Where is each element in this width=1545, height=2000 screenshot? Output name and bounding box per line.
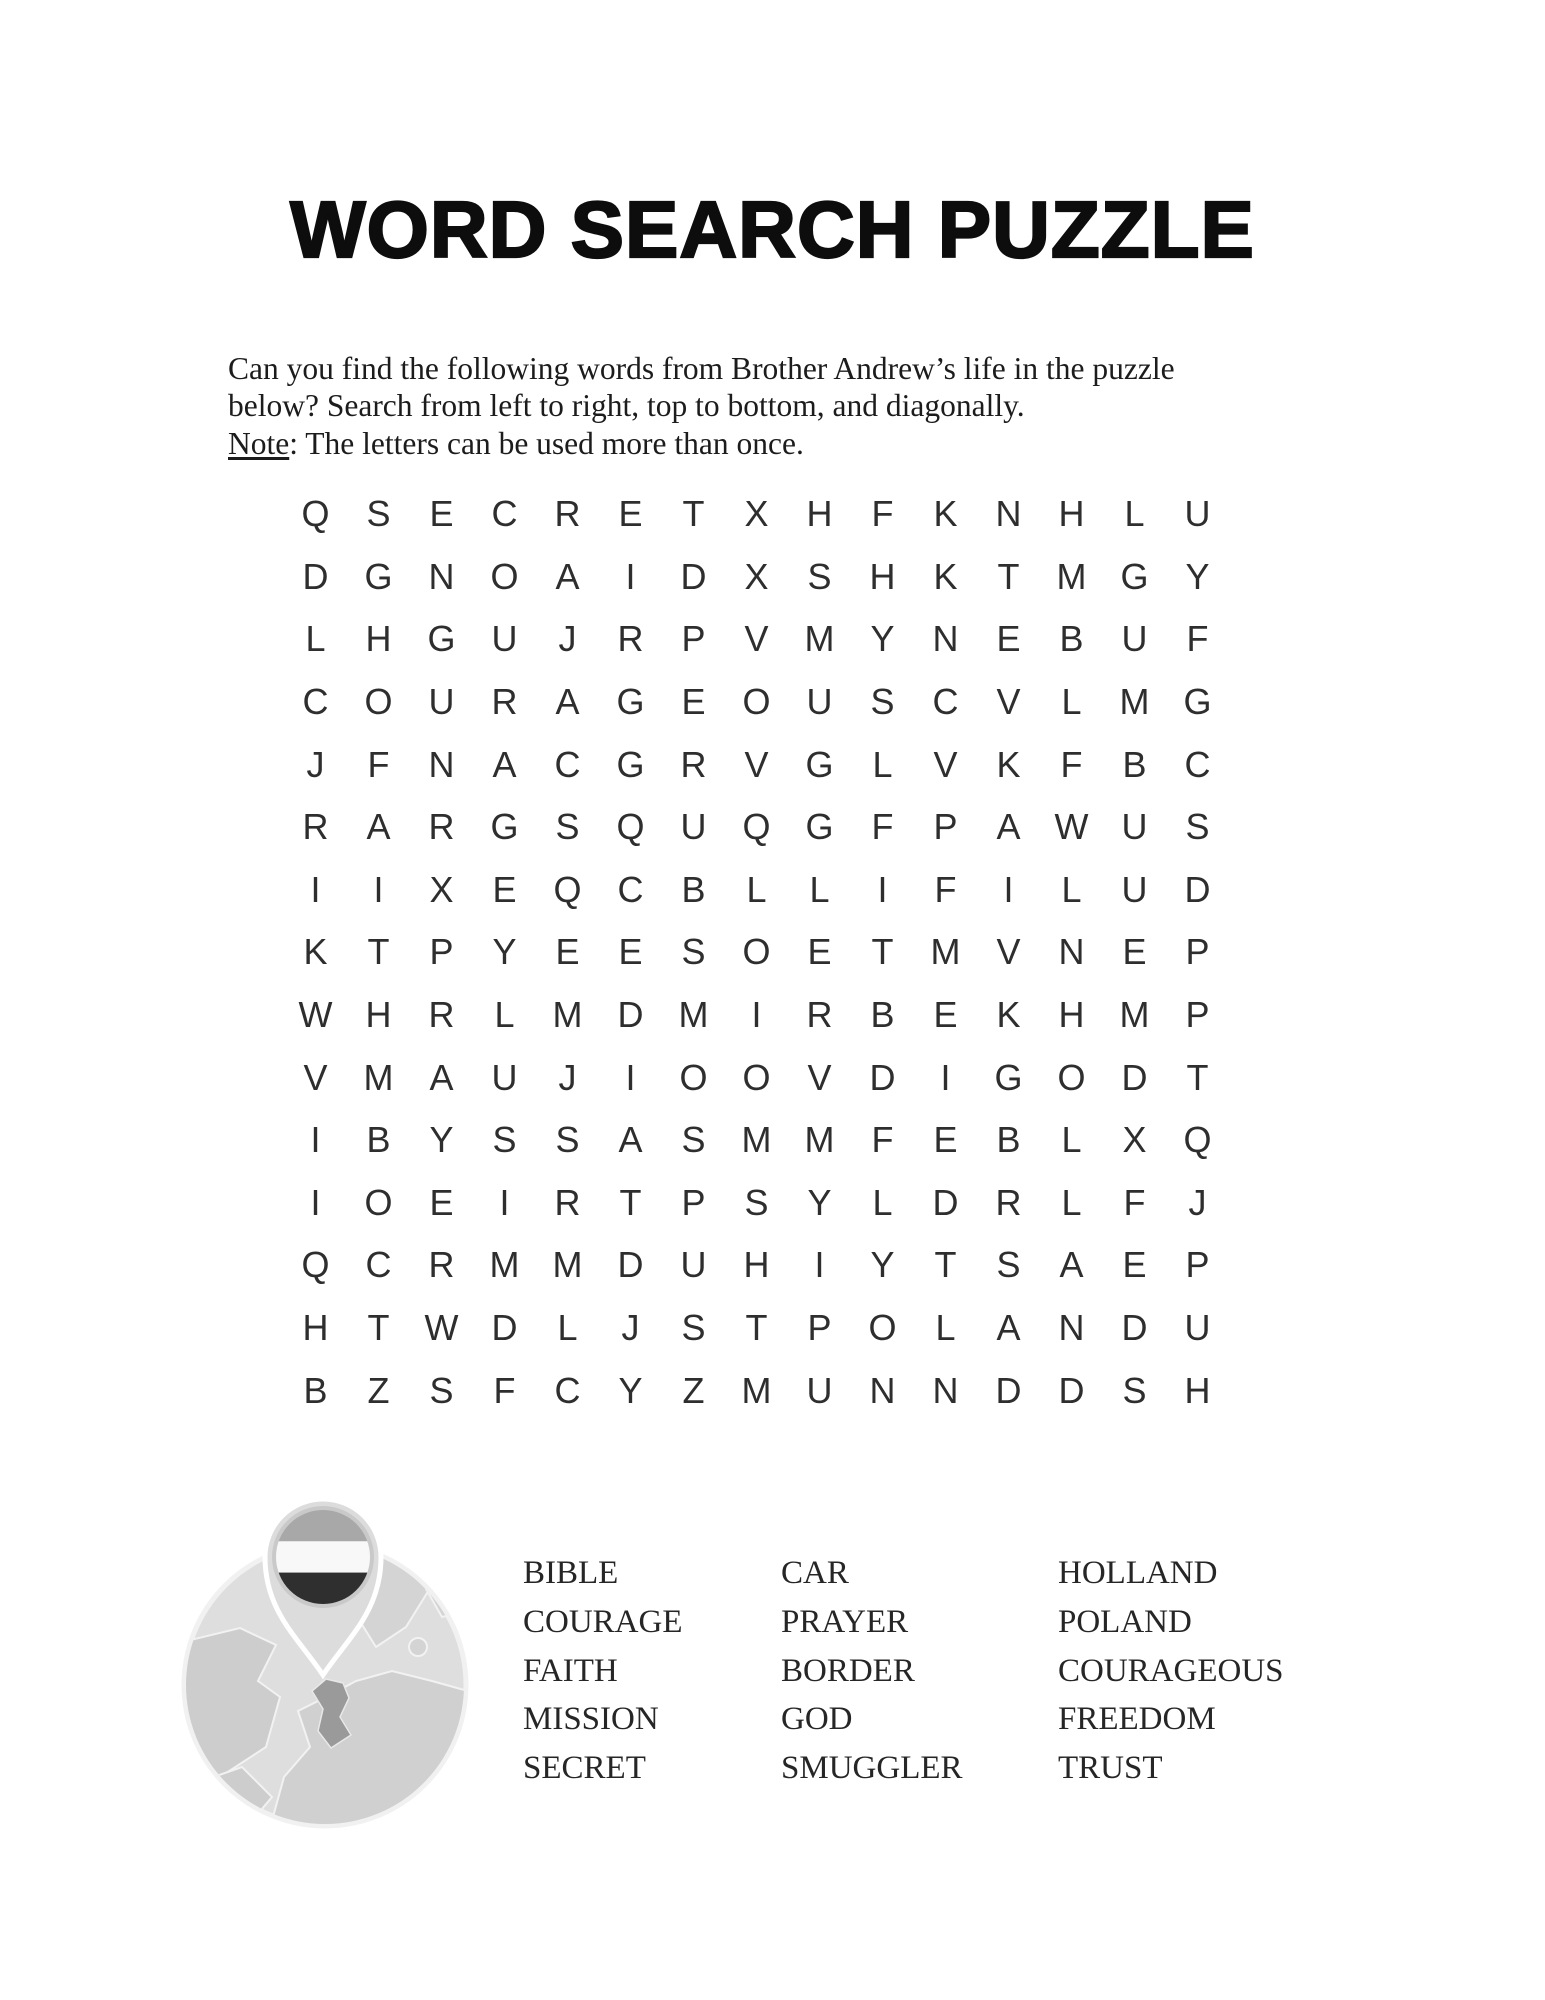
grid-cell: I bbox=[625, 1056, 636, 1098]
grid-cell: L bbox=[872, 743, 893, 785]
grid-cell: L bbox=[746, 868, 767, 910]
grid-cell: T bbox=[367, 1307, 390, 1349]
grid-cell: E bbox=[618, 931, 643, 973]
grid-cell: L bbox=[809, 868, 830, 910]
grid-cell: A bbox=[996, 806, 1021, 848]
grid-cell: U bbox=[806, 681, 833, 723]
grid-cell: I bbox=[499, 1181, 510, 1223]
grid-cell: S bbox=[807, 555, 832, 597]
grid-cell: T bbox=[367, 931, 390, 973]
grid-cell: Y bbox=[1185, 555, 1210, 597]
grid-cell: O bbox=[742, 681, 771, 723]
word-list-item: MISSION bbox=[523, 1701, 659, 1738]
grid-cell: S bbox=[555, 1119, 580, 1161]
word-list-item: SMUGGLER bbox=[781, 1750, 963, 1787]
grid-cell: Z bbox=[367, 1369, 390, 1411]
grid-cell: M bbox=[804, 1119, 835, 1161]
grid-cell: S bbox=[681, 931, 706, 973]
grid-cell: U bbox=[680, 1244, 707, 1286]
grid-cell: G bbox=[616, 681, 645, 723]
grid-cell: U bbox=[428, 681, 455, 723]
grid-cell: D bbox=[1121, 1056, 1148, 1098]
grid-cell: C bbox=[491, 493, 518, 535]
grid-cell: K bbox=[933, 493, 958, 535]
grid-cell: F bbox=[1123, 1181, 1146, 1223]
grid-cell: M bbox=[1056, 555, 1087, 597]
grid-cell: E bbox=[996, 618, 1021, 660]
grid-cell: Q bbox=[301, 493, 330, 535]
grid-cell: E bbox=[555, 931, 580, 973]
grid-cell: I bbox=[373, 868, 384, 910]
grid-cell: G bbox=[616, 743, 645, 785]
grid-cell: G bbox=[427, 618, 456, 660]
grid-cell: J bbox=[621, 1307, 640, 1349]
grid-cell: X bbox=[744, 493, 769, 535]
grid-cell: H bbox=[869, 555, 896, 597]
grid-cell: O bbox=[364, 1181, 393, 1223]
grid-cell: U bbox=[1121, 618, 1148, 660]
grid-cell: A bbox=[429, 1056, 454, 1098]
word-list-item: COURAGEOUS bbox=[1058, 1652, 1284, 1689]
grid-cell: L bbox=[1061, 1181, 1082, 1223]
netherlands-map-pin-icon bbox=[180, 1495, 470, 1830]
grid-cell: D bbox=[491, 1307, 518, 1349]
grid-cell: E bbox=[618, 493, 643, 535]
dutch-flag bbox=[276, 1510, 370, 1604]
grid-cell: P bbox=[681, 618, 706, 660]
word-list-item: BIBLE bbox=[523, 1555, 619, 1591]
grid-cell: V bbox=[807, 1056, 832, 1098]
grid-cell: D bbox=[869, 1056, 896, 1098]
grid-cell: F bbox=[871, 1119, 894, 1161]
grid-cell: U bbox=[1184, 1307, 1211, 1349]
grid-cell: I bbox=[310, 1119, 321, 1161]
grid-cell: L bbox=[1061, 1119, 1082, 1161]
grid-cell: E bbox=[1122, 1244, 1147, 1286]
grid-cell: Z bbox=[682, 1369, 705, 1411]
grid-cell: K bbox=[933, 555, 958, 597]
grid-cell: A bbox=[1059, 1244, 1084, 1286]
grid-cell: S bbox=[366, 493, 391, 535]
grid-cell: I bbox=[310, 1181, 321, 1223]
grid-cell: M bbox=[552, 1244, 583, 1286]
grid-cell: B bbox=[1059, 618, 1084, 660]
grid-cell: S bbox=[1185, 806, 1210, 848]
grid-cell: C bbox=[365, 1244, 392, 1286]
word-list-item: TRUST bbox=[1058, 1750, 1163, 1787]
grid-cell: T bbox=[745, 1307, 768, 1349]
grid-cell: O bbox=[742, 931, 771, 973]
grid-cell: T bbox=[934, 1244, 957, 1286]
grid-cell: Q bbox=[553, 868, 582, 910]
grid-cell: H bbox=[1058, 994, 1085, 1036]
grid-cell: R bbox=[428, 806, 455, 848]
grid-cell: A bbox=[618, 1119, 643, 1161]
grid-cell: G bbox=[1183, 681, 1212, 723]
grid-cell: S bbox=[870, 681, 895, 723]
grid-cell: H bbox=[1058, 493, 1085, 535]
grid-cell: Y bbox=[618, 1369, 643, 1411]
grid-cell: N bbox=[932, 618, 959, 660]
grid-cell: J bbox=[558, 618, 577, 660]
word-list-item: FAITH bbox=[523, 1652, 618, 1689]
grid-cell: F bbox=[493, 1369, 516, 1411]
grid-cell: B bbox=[681, 868, 706, 910]
grid-cell: K bbox=[303, 931, 328, 973]
grid-cell: E bbox=[492, 868, 517, 910]
letter-grid bbox=[284, 483, 1229, 1422]
grid-cell: S bbox=[1122, 1369, 1147, 1411]
grid-cell: I bbox=[625, 555, 636, 597]
grid-cell: S bbox=[492, 1119, 517, 1161]
grid-cell: R bbox=[806, 994, 833, 1036]
word-list-item: POLAND bbox=[1058, 1603, 1192, 1640]
instructions-note-label: Note bbox=[228, 425, 290, 461]
page-title: WORD SEARCH PUZZLE bbox=[290, 184, 1255, 274]
grid-cell: E bbox=[429, 1181, 454, 1223]
grid-cell: I bbox=[310, 868, 321, 910]
grid-cell: T bbox=[871, 931, 894, 973]
grid-cell: D bbox=[1121, 1307, 1148, 1349]
grid-cell: T bbox=[619, 1181, 642, 1223]
grid-cell: V bbox=[996, 931, 1021, 973]
grid-cell: F bbox=[1186, 618, 1209, 660]
grid-cell: H bbox=[302, 1307, 329, 1349]
grid-cell: C bbox=[617, 868, 644, 910]
grid-cell: A bbox=[996, 1307, 1021, 1349]
grid-cell: P bbox=[1185, 1244, 1210, 1286]
grid-cell: O bbox=[742, 1056, 771, 1098]
grid-cell: C bbox=[554, 743, 581, 785]
grid-cell: X bbox=[744, 555, 769, 597]
grid-cell: D bbox=[1058, 1369, 1085, 1411]
grid-cell: C bbox=[1184, 743, 1211, 785]
grid-cell: O bbox=[364, 681, 393, 723]
grid-cell: I bbox=[814, 1244, 825, 1286]
grid-cell: F bbox=[1060, 743, 1083, 785]
word-list-column bbox=[1058, 1549, 1284, 1793]
grid-cell: F bbox=[871, 493, 894, 535]
grid-cell: L bbox=[557, 1307, 578, 1349]
grid-cell: N bbox=[1058, 931, 1085, 973]
grid-cell: R bbox=[428, 994, 455, 1036]
grid-cell: H bbox=[1184, 1369, 1211, 1411]
grid-cell: Q bbox=[742, 806, 771, 848]
grid-cell: I bbox=[877, 868, 888, 910]
grid-cell: A bbox=[555, 555, 580, 597]
grid-cell: H bbox=[806, 493, 833, 535]
grid-cell: N bbox=[428, 743, 455, 785]
grid-cell: M bbox=[1119, 681, 1150, 723]
grid-cell: E bbox=[1122, 931, 1147, 973]
grid-cell: S bbox=[429, 1369, 454, 1411]
grid-cell: U bbox=[1184, 493, 1211, 535]
grid-cell: D bbox=[617, 1244, 644, 1286]
grid-cell: R bbox=[995, 1181, 1022, 1223]
grid-cell: S bbox=[996, 1244, 1021, 1286]
grid-cell: M bbox=[678, 994, 709, 1036]
grid-cell: H bbox=[365, 618, 392, 660]
grid-cell: W bbox=[424, 1307, 459, 1349]
grid-cell: G bbox=[805, 743, 834, 785]
grid-cell: D bbox=[932, 1181, 959, 1223]
word-list-column bbox=[523, 1549, 781, 1793]
grid-cell: U bbox=[1121, 868, 1148, 910]
word-list-item: PRAYER bbox=[781, 1603, 909, 1640]
grid-cell: Y bbox=[807, 1181, 832, 1223]
grid-cell: O bbox=[868, 1307, 897, 1349]
grid-cell: R bbox=[617, 618, 644, 660]
grid-cell: C bbox=[932, 681, 959, 723]
grid-cell: W bbox=[298, 994, 333, 1036]
grid-cell: T bbox=[1186, 1056, 1209, 1098]
grid-cell: D bbox=[302, 555, 329, 597]
grid-cell: N bbox=[995, 493, 1022, 535]
grid-cell: N bbox=[1058, 1307, 1085, 1349]
word-list-column bbox=[781, 1549, 1058, 1793]
grid-cell: L bbox=[494, 994, 515, 1036]
grid-cell: G bbox=[994, 1056, 1023, 1098]
grid-cell: F bbox=[934, 868, 957, 910]
word-list-item: COURAGE bbox=[523, 1603, 683, 1640]
grid-cell: Y bbox=[870, 618, 895, 660]
grid-cell: O bbox=[679, 1056, 708, 1098]
grid-cell: E bbox=[807, 931, 832, 973]
grid-cell: Q bbox=[1183, 1119, 1212, 1161]
grid-cell: V bbox=[303, 1056, 328, 1098]
grid-cell: K bbox=[996, 994, 1021, 1036]
grid-cell: G bbox=[364, 555, 393, 597]
grid-cell: U bbox=[806, 1369, 833, 1411]
grid-cell: M bbox=[363, 1056, 394, 1098]
grid-cell: R bbox=[302, 806, 329, 848]
grid-cell: H bbox=[743, 1244, 770, 1286]
grid-cell: A bbox=[555, 681, 580, 723]
grid-cell: E bbox=[933, 994, 958, 1036]
grid-cell: L bbox=[305, 618, 326, 660]
grid-cell: A bbox=[366, 806, 391, 848]
grid-cell: B bbox=[1122, 743, 1147, 785]
grid-cell: K bbox=[996, 743, 1021, 785]
grid-cell: V bbox=[996, 681, 1021, 723]
grid-cell: G bbox=[805, 806, 834, 848]
grid-cell: S bbox=[681, 1119, 706, 1161]
grid-cell: G bbox=[490, 806, 519, 848]
word-list-item: HOLLAND bbox=[1058, 1555, 1218, 1591]
grid-cell: M bbox=[489, 1244, 520, 1286]
grid-cell: E bbox=[933, 1119, 958, 1161]
grid-cell: L bbox=[1124, 493, 1145, 535]
word-list-item: FREEDOM bbox=[1058, 1701, 1216, 1738]
grid-cell: U bbox=[491, 618, 518, 660]
grid-cell: J bbox=[306, 743, 325, 785]
instructions-line-2: below? Search from left to right, top to bottom, and diagonally. bbox=[228, 388, 1025, 423]
grid-cell: R bbox=[491, 681, 518, 723]
grid-cell: J bbox=[558, 1056, 577, 1098]
grid-cell: Y bbox=[429, 1119, 454, 1161]
grid-cell: B bbox=[366, 1119, 391, 1161]
grid-cell: M bbox=[741, 1369, 772, 1411]
grid-cell: X bbox=[1122, 1119, 1147, 1161]
grid-cell: Y bbox=[492, 931, 517, 973]
grid-cell: D bbox=[617, 994, 644, 1036]
grid-cell: C bbox=[554, 1369, 581, 1411]
grid-cell: N bbox=[428, 555, 455, 597]
grid-cell: M bbox=[741, 1119, 772, 1161]
grid-cell: M bbox=[1119, 994, 1150, 1036]
word-list-item: CAR bbox=[781, 1555, 849, 1591]
grid-cell: D bbox=[995, 1369, 1022, 1411]
grid-cell: S bbox=[744, 1181, 769, 1223]
grid-cell: V bbox=[933, 743, 958, 785]
grid-cell: O bbox=[490, 555, 519, 597]
grid-cell: M bbox=[930, 931, 961, 973]
grid-cell: Q bbox=[301, 1244, 330, 1286]
grid-cell: B bbox=[303, 1369, 328, 1411]
word-list-item: BORDER bbox=[781, 1652, 915, 1689]
grid-cell: L bbox=[1061, 868, 1082, 910]
grid-cell: U bbox=[680, 806, 707, 848]
grid-cell: P bbox=[1185, 994, 1210, 1036]
grid-cell: Y bbox=[870, 1244, 895, 1286]
word-list-item: GOD bbox=[781, 1701, 853, 1738]
instructions-note-text: : The letters can be used more than once. bbox=[289, 425, 804, 461]
grid-cell: U bbox=[491, 1056, 518, 1098]
word-list bbox=[523, 1549, 1284, 1793]
instructions bbox=[228, 350, 1175, 463]
grid-cell: P bbox=[1185, 931, 1210, 973]
grid-cell: I bbox=[1003, 868, 1014, 910]
grid-cell: R bbox=[554, 1181, 581, 1223]
grid-cell: S bbox=[555, 806, 580, 848]
grid-cell: F bbox=[871, 806, 894, 848]
grid-cell: I bbox=[940, 1056, 951, 1098]
grid-cell: H bbox=[365, 994, 392, 1036]
grid-cell: P bbox=[807, 1307, 832, 1349]
grid-cell: N bbox=[932, 1369, 959, 1411]
instructions-line-1: Can you find the following words from Brother Andrew’s life in the puzzle bbox=[228, 350, 1175, 386]
grid-cell: U bbox=[1121, 806, 1148, 848]
grid-cell: E bbox=[681, 681, 706, 723]
grid-cell: M bbox=[804, 618, 835, 660]
grid-cell: O bbox=[1057, 1056, 1086, 1098]
word-list-item: SECRET bbox=[523, 1750, 646, 1787]
grid-cell: T bbox=[682, 493, 705, 535]
grid-cell: R bbox=[554, 493, 581, 535]
grid-cell: M bbox=[552, 994, 583, 1036]
grid-cell: X bbox=[429, 868, 454, 910]
grid-cell: I bbox=[751, 994, 762, 1036]
grid-cell: T bbox=[997, 555, 1020, 597]
grid-cell: D bbox=[680, 555, 707, 597]
grid-cell: L bbox=[872, 1181, 893, 1223]
grid-cell: W bbox=[1054, 806, 1089, 848]
grid-cell: G bbox=[1120, 555, 1149, 597]
grid-cell: P bbox=[933, 806, 958, 848]
grid-cell: S bbox=[681, 1307, 706, 1349]
grid-cell: R bbox=[428, 1244, 455, 1286]
grid-cell: P bbox=[429, 931, 454, 973]
grid-cell: L bbox=[935, 1307, 956, 1349]
grid-cell: D bbox=[1184, 868, 1211, 910]
grid-cell: L bbox=[1061, 681, 1082, 723]
grid-cell: J bbox=[1188, 1181, 1207, 1223]
grid-cell: F bbox=[367, 743, 390, 785]
grid-cell: N bbox=[869, 1369, 896, 1411]
grid-cell: E bbox=[429, 493, 454, 535]
grid-cell: R bbox=[680, 743, 707, 785]
grid-cell: V bbox=[744, 743, 769, 785]
grid-cell: C bbox=[302, 681, 329, 723]
grid-cell: A bbox=[492, 743, 517, 785]
grid-cell: Q bbox=[616, 806, 645, 848]
grid-cell: P bbox=[681, 1181, 706, 1223]
grid-cell: B bbox=[996, 1119, 1021, 1161]
grid-cell: V bbox=[744, 618, 769, 660]
grid-cell: B bbox=[870, 994, 895, 1036]
